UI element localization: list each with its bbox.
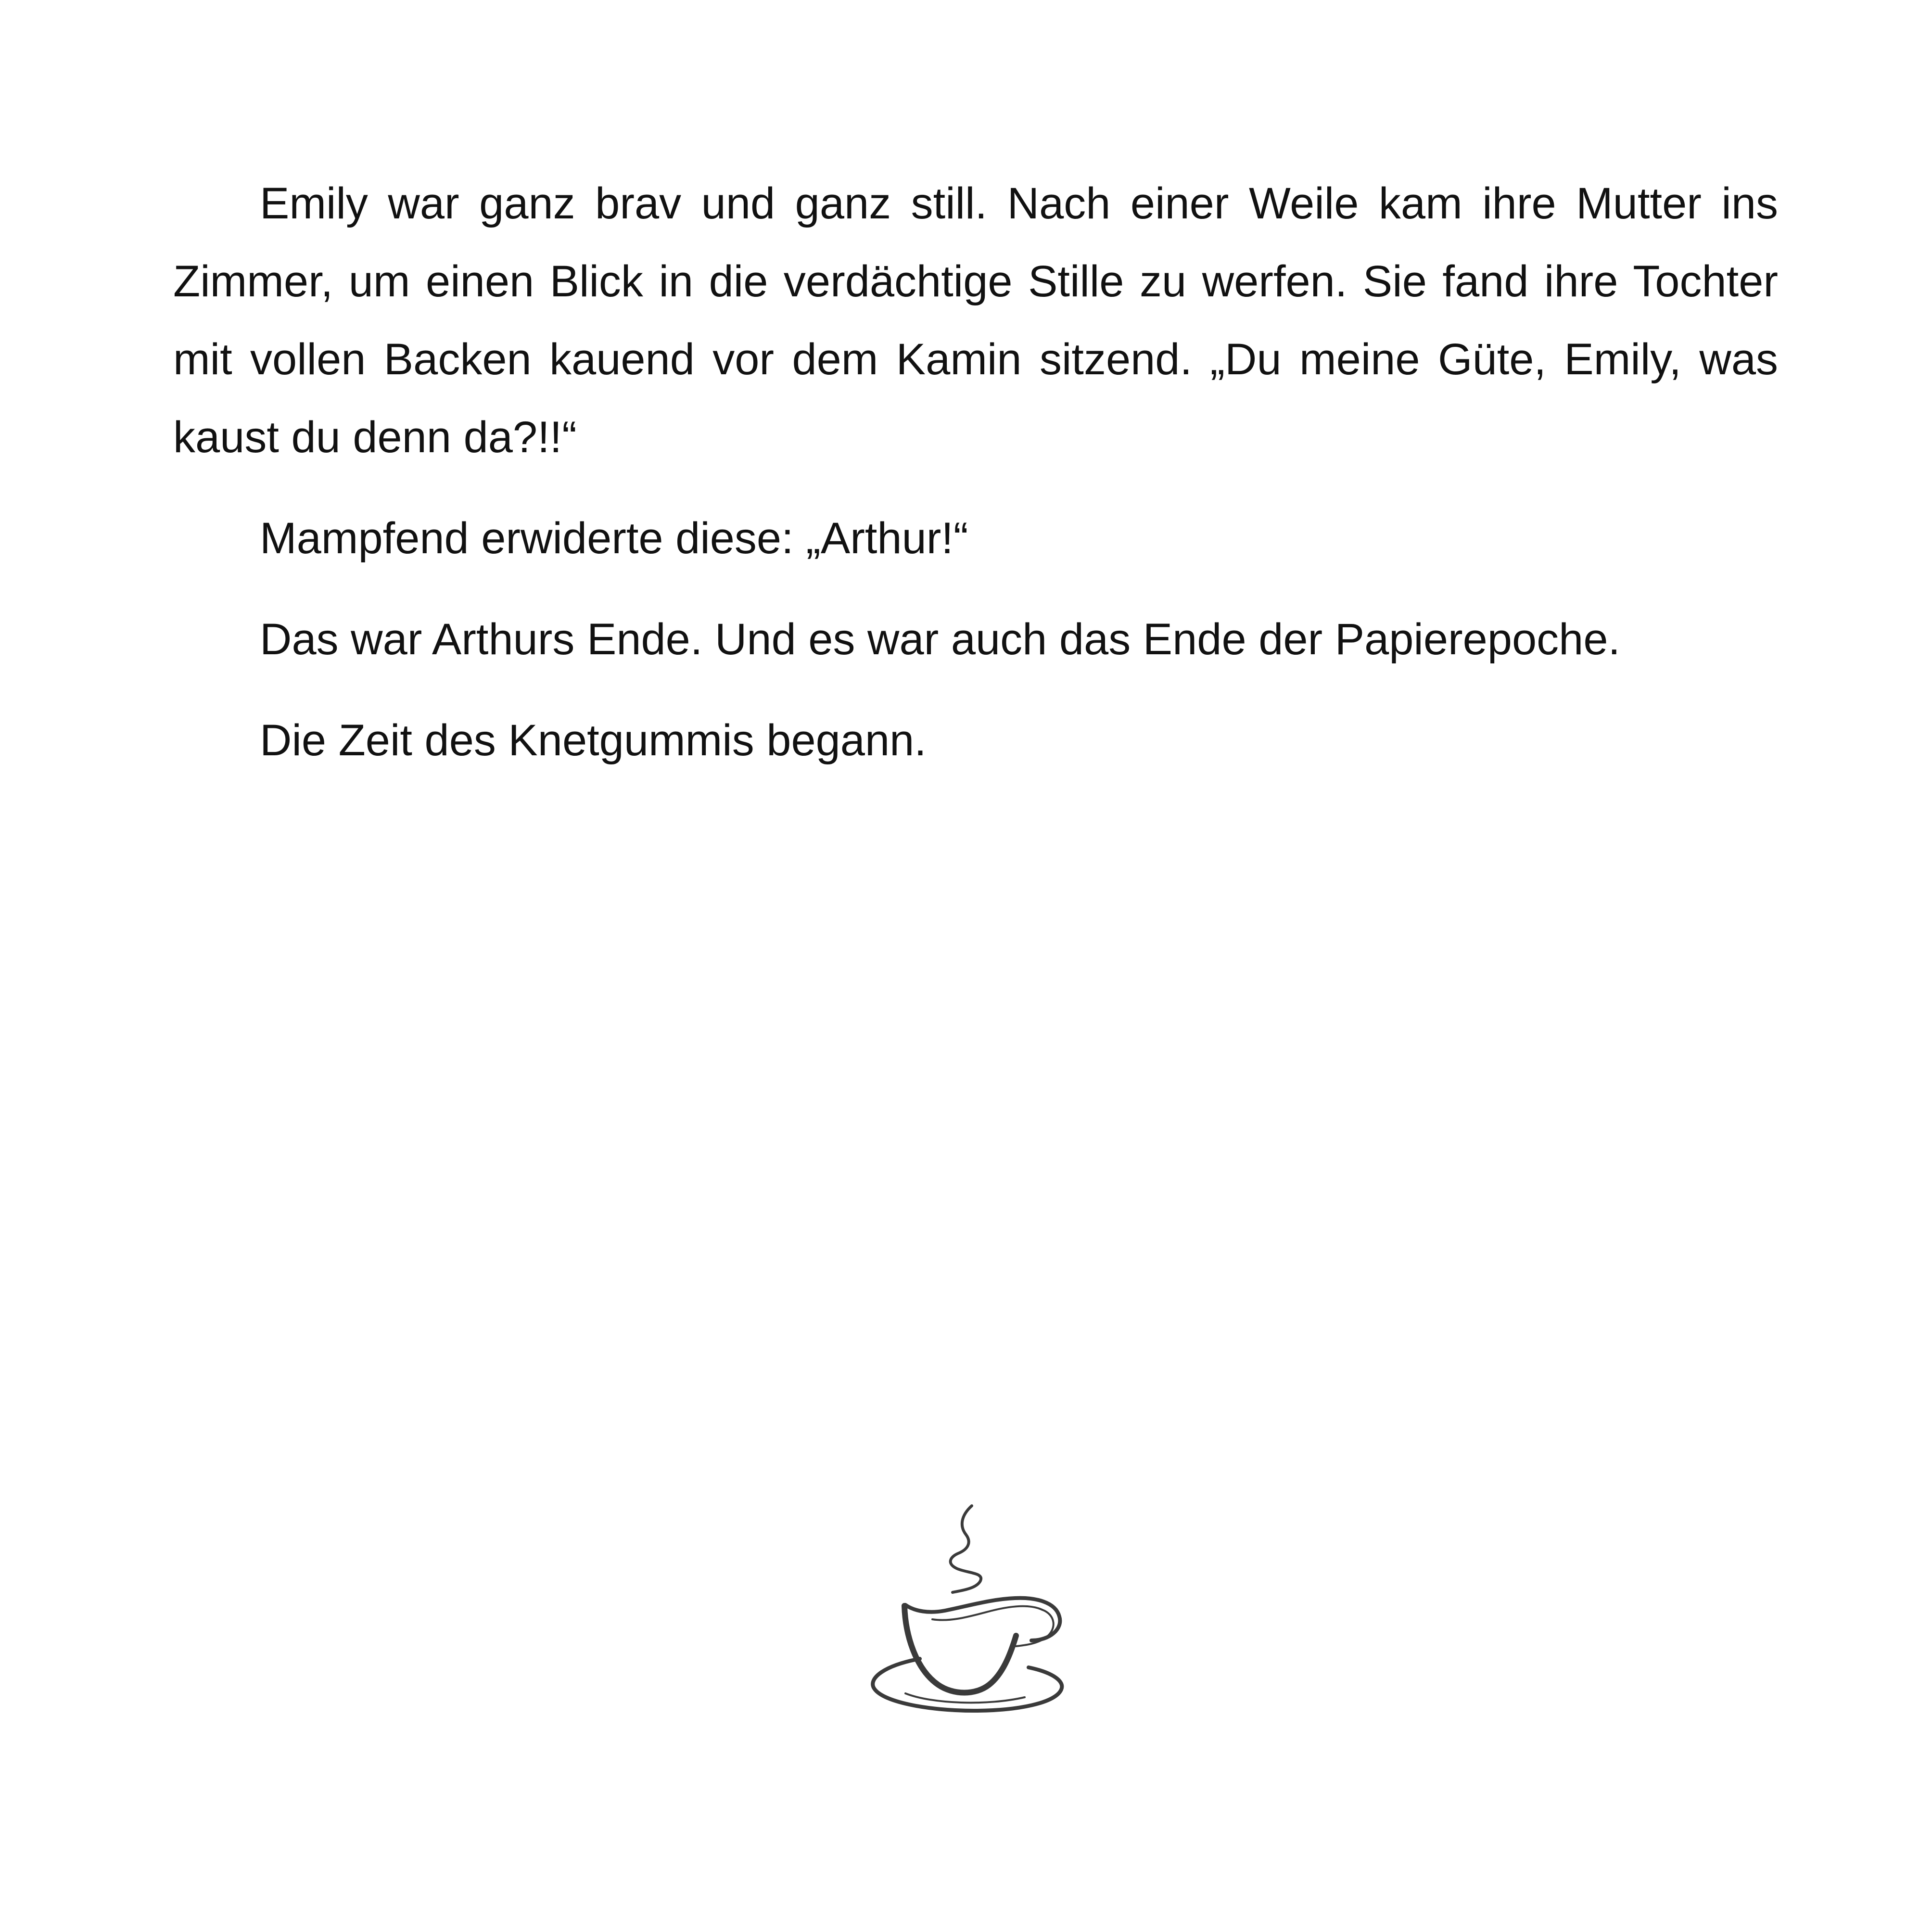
cup-rim (905, 1598, 1060, 1640)
paragraph-arthurs-ende: Das war Arthurs Ende. Und es war auch das Ende der Papierepoche. (260, 615, 1621, 664)
paragraph-emily: Emily war ganz brav und ganz still. Nach einer Weile kam ihre Mutter ins Zimmer, um einen Blick in die verdächtige Stille zu werfen. Sie fand ihre Tochter mit vollen Backen kauend vor dem Kamin sitzend. „Du meine Güte, Emily, was kaust du denn da?!!“ (173, 179, 1778, 462)
paragraph-knetgummi: Die Zeit des Knetgummis begann. (260, 716, 927, 765)
steam-swirl (951, 1506, 981, 1592)
story-text (173, 165, 1778, 779)
coffee-cup-icon (848, 1496, 1098, 1746)
paragraph-mampfend: Mampfend erwiderte diese: „Arthur!“ (260, 514, 968, 563)
